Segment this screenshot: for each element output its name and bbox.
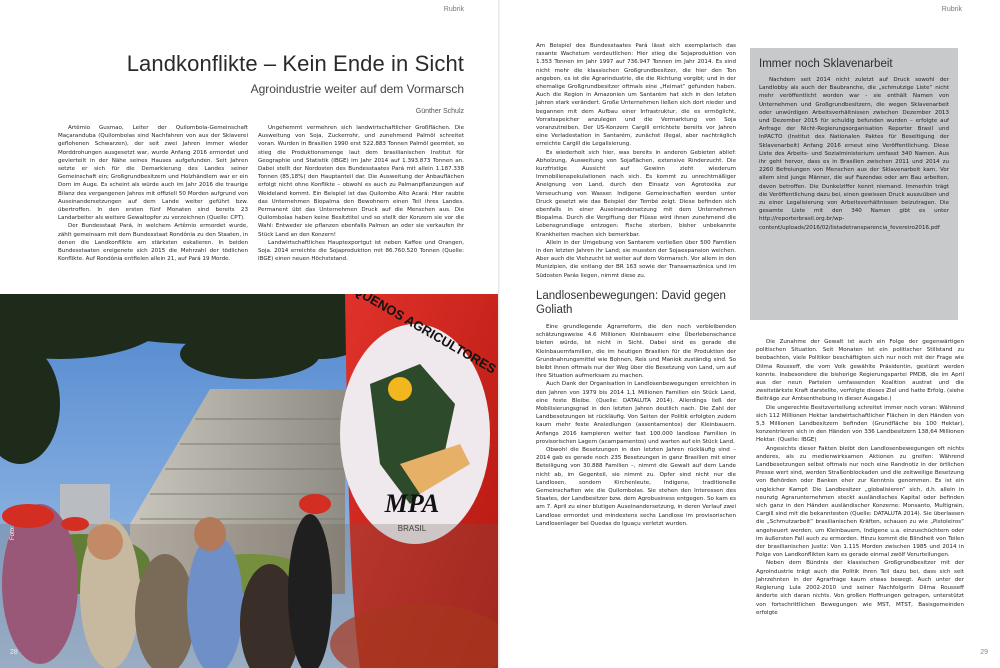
paragraph: Am Beispiel des Bundesstaates Pará lässt sich exemplarisch das rasante Wachstum verdeutlichen: Hier stieg die Sojaproduktion von 1.353 Tonnen im Jahr 1997 auf 736.947 Tonnen im Jahr 2014. Es sind nicht mehr die klassischen Großgrundbesitzer, die hier den Ton angeben, es ist die Agrarindustrie, die die Richtung vorgibt; und in der ehemalige Großgrundbesitzer oftmals eine „Heimat“ gefunden haben. Auch die Region in Amazonien um Santarém hat sich in den letzten Jahren stark verändert. Große Unternehmen ließen sich dort nieder und begannen mit dem Aufbau einer Infrastruktur, die es ermöglicht, Vorratsspeicher anzulegen und die Vermarktung von Soja voranzutreiben. Der US-Konzern Cargill errichtete bereits vor Jahren eine Verladestation in Santarém, zunächst illegal, aber nachträglich erreichte Cargill die Legalisierung. (536, 43, 736, 148)
flag-logo-mpa: MPA (384, 489, 440, 518)
rubrik-label: Rubrik (443, 6, 464, 13)
paragraph: Es wiederholt sich hier, was bereits in anderen Gebieten ablief: Abholzung, Ausweitung von Sojaflächen, extensive Rinderzucht. Die kurzfristige Aussicht auf Gewinn zieht wiederum Immobilienspekulationen nach sich. Es kommt zu unrechtmäßiger Aneignung von Land, durch den Einsatz von Agrotoxika zur Verseuchung von Wasser. Indigene Gemeinschaften werden unter Druck gesetzt wie das Beispiel der Tembé zeigt. Diese befinden sich ebenfalls in einer Auseinandersetzung mit dem Unternehmen Biopalma. Durch die Vergiftung der Flüsse wird ihnen zunehmend die Lebensgrundlage entzogen: Fische sterben, bisher unbekannte Krankheiten machen sich bemerkbar. (536, 149, 736, 238)
section-heading: Landlosenbewegungen: David gegen Goliath (536, 289, 726, 316)
protest-photo (0, 294, 500, 668)
paragraph: Obwohl die Besetzungen in den letzten Jahren rückläufig sind – 2014 gab es gerade noch 235 Besetzungen in ganz Brasilien mit einer Beteiligung von 30.888 Familien –, nimmt die Gewalt auf dem Lande nicht ab, im Gegenteil, sie nimmt zu. Opfer sind nicht nur die Landlosen, sondern Kirchenleute, Indigene, traditionelle Gemeinschaften wie die Quilombolas. Sie stehen den Interessen des Staates, der Landbesitzer bzw. dem Agrobusiness entgegen. So kam es am 7. April zu einer blutigen Auseinandersetzung, in deren Verlauf zwei Landlose ermordet und mindestens sechs Landlose im provisorischen Landlosenlager bei Quedas do Iguaçu verletzt wurden. (536, 446, 736, 527)
text-column-4 (756, 338, 964, 617)
paragraph: Ungehemmt vermehren sich landwirtschaftlicher Großflächen. Die Ausweitung von Soja, Zuckerrohr, und zunehmend Palmöl schreitet voran. Wurden in Brasilien 1990 erst 522.883 Tonnen Palmöl geerntet, so stieg die Produktionsmenge laut dem brasilianischen Institut für Geographie und Statistik (IBGE) im Jahr 2014 auf 1.393.873 Tonnen an. Dabei stellt der Nordosten des Bundesstaates Pará mit allein 1.187.338 Tonnen (85,18%) den Hauptanteil dar. Die Ausweitung der Anbauflächen erfolgt nicht ohne Konflikte – obwohl es auch zu Palmanpflanzungen auf Weideland kommt. Ein Beispiel ist das Quilombo Alto Acará: Hier raubte das Unternehmen Biopalma den Bewohnern einen Teil ihres Landes. Permanent übt das Unternehmen Druck auf die Menschen aus. Die Quilombolas haben keine Besitztitel und so stellt der Konzern sie vor die Wahl: Entweder sie pflanzen ebenfalls Palmen an oder sie verkaufen ihr Stück Land an den Konzern! (258, 125, 464, 238)
paragraph: Der Bundesstaat Pará, in welchem Artêmio ermordet wurde, zählt gemeinsam mit dem Bundesstaat Rondônia zu den Staaten, in denen die Landkonflikte am stärksten eskalieren. In beiden Bundesstaaten ereigenete sich 2015 die Mehrzahl der tödlichen Konflikte. Auf Rondônia entfielen allein 21, auf Pará 19 Morde. (58, 223, 248, 263)
paragraph: Auch Dank der Organisation in Landlosenbewegungen erreichten in den Jahren von 1979 bis 2014 1,1 Millionen Familien ein Stück Land, eine feste Bleibe. (Quelle: DATALUTA 2014). Allerdings ließ der Mobilisierungsgrad in den letzten Jahren deutlich nach. Die Zahl der Landbesetzungen ist rückläufig. Von Seiten der Politik erfolgten zudem kaum mehr feste Ansiedlungen (assentamentos) der Kleinbauern. Anfangs 2016 kampieren weiter fast 100.000 landlose Familien in provisorischen Lagern (acampamentos) und warten auf ein Stück Land. (536, 381, 736, 445)
flag-text-brasil: BRASIL (397, 524, 427, 533)
author-name: Günther Schulz (415, 108, 464, 115)
flag-text-agricultores: AGRICULTORES (402, 312, 499, 377)
page-number-left: 28 (10, 649, 18, 656)
paragraph: Landwirtschaftliches Hauptexportgut ist neben Kaffee und Orangen, Soja. 2014 erreichte die Sojaproduktion mit 86.760.520 Tonnen (Quelle: IBGE) einen neuen Höchststand. (258, 239, 464, 263)
paragraph: Eine grundlegende Agrarreform, die den noch verbleibenden schätzungsweise 4.6 Millionen Kleinbauern eine Überlebenschance bieten würde, ist nicht in Sicht. Dabei sind es gerade die Kleinbauernfamilien, die im heutigen Brasilien für die Produktion der Grundnahrungsmittel wie Bohnen, Reis und Maniok zuständig sind. So bleibt ihnen oftmals nur der Weg über die Besetzung von Land, um auf ihre Situation aufmerksam zu machen. (536, 323, 736, 380)
text-column-2 (258, 124, 464, 263)
paragraph: Angesichts dieser Fakten bleibt den Landlosenbewegungen oft nichts anderes, als zu medienwirksamen Aktionen zu greifen: Während Landbesetzungen selbst oftmals nur noch eine Randnotiz in der örtlichen Presse wert sind, werden Straßenblockaden und die zeitweilige Besetzung von Behörden oder Banken eher zur Kenntnis genommen. Es ist ein ungleicher Kampf: Die Landbesitzer „globalisieren“ sich, d.h. allein in neunzig Agrarunternehmen steckt ausländisches Kapital oder befinden sich ganz in den Händen ausländischer Konzerne: Monsanto, Multigrain, Cargill sind mit die bekanntesten (Quelle: DATALUTA 2014). Sie überlassen die „Schmutzarbeit“ brasilianischen Kräften, schauen zu wie „Pistoleiros“ angeheuert werden, um Kleinbauern, Indigene u.a. einzuschüchtern oder im äußersten Fall auch zu ermorden. Hinzu kommt die Blindheit von Teilen der brasilianischen Justiz: Von 1.115 Morden zwischen 1985 und 2014 in Folge von Landkonflikten kam es gerade einmal zwölf Verurteilungen. (756, 445, 964, 559)
article-subtitle: Agroindustrie weiter auf dem Vormarsch (250, 82, 464, 96)
paragraph: Die ungerechte Besitzverteilung schreitet immer noch voran: Während sich 112 Millionen Hektar landwirtschaftlicher Flächen in den Händen von 5,3 Millionen Landbesitzern befinden (Grundfläche bis 100 Hektar), konzentrieren sich in den Händen von 336 Landbesitzern 138,64 Millionen Hektar. (Quelle: IBGE) (756, 404, 964, 444)
paragraph: Neben dem Bündnis der klassischen Großgrundbesitzer mit der Agroindustrie trägt auch die Politik ihren Teil dazu bei, dass sich seit Jahrzehnten in der Agrarfrage kaum etwas bewegt. Auch unter der Regierung Lula 2002-2010 und seiner Nachfolgerin Dilma Rousseff änderte sich daran nichts. Von großen Hoffnungen getragen, unterstützt von fortschrittlichen Bewegungen wie MST, MTST, Basisgemeinden erfolgte (756, 560, 964, 616)
text-column-1 (58, 124, 248, 263)
text-column-3 (536, 42, 736, 528)
article-title: Landkonflikte – Kein Ende in Sicht (126, 51, 464, 76)
sidebar-box-title: Immer noch Sklavenarbeit (759, 58, 893, 70)
sidebar-box (750, 48, 958, 320)
paragraph: Allein in der Umgebung von Santarem verließen über 500 Familien in den letzten Jahren ihr Land; sie mussten der Sojaexpansion weichen. Aber auch die Viehzucht ist weiter auf dem Vormarsch. Vor allem in den Munizipien, die entlang der BR 163 sowie der Transamazônica und im Südosten Parás liegen, nimmt diese zu. (536, 239, 736, 279)
photo-credit: Foto: (10, 526, 16, 540)
paragraph: Nachdem seit 2014 nicht zuletzt auf Druck sowohl der Landlobby als auch der Baubranche, die „schmutzige Liste“ nicht mehr veröffentlicht worden war - sie enthält Namen von Unternehmen und Großgrundbesitzern, die wegen Sklavenarbeit oder unwürdigen Arbeitsverhältnissen zwischen Dezember 2013 und Dezember 2015 für schuldig befunden wurden – erfolgte auf Anfrage der Nicht-Regierungsorganisation Reporter Brasil und InPACTO (Institut des Nationalen Paktes für Beseitigung der Sklavenarbeit) Anfang 2016 erneut eine Veröffentlichung. Diese Liste des Arbeits- und Sozialministerium umfasst 340 Namen. Aus ihr geht hervor, dass es in Brasilien zwischen 2011 und 2014 zu 2260 Befreiungen von Menschen aus der Sklavenarbeit kam. Vor allem sind junge Männer, die auf Fazendas oder am Bau arbeiten, davon betroffen. Die Dunkelziffer kennt niemand. Immerhin trägt die Veröffentlichung dazu bei, einen gewissen Druck auszuüben und zu einer Legalisierung von Arbeitsverhältnissen beizutragen. Die gesamte Liste mit den 340 Namen gibt es unter http://reporterbrasil.org.br/wp-content/uploads/2016/02/listadetransparencia_fevereiro2016.pdf (759, 77, 949, 231)
rubrik-label: Rubrik (941, 6, 962, 13)
sidebar-box-text (759, 76, 949, 232)
page-number-right: 29 (980, 649, 988, 656)
paragraph: Artêmio Gusmao, Leiter der Quilombola-Gemeinschaft Maçaranduba (Quilombolas sind Nachfahren von aus der Sklaverei geflohenen Schwarzen), der seit zwei Jahren immer wieder Morddrohungen ausgesetzt war, wurde Anfang 2016 ermordet und gevierteilt in der Nähe seines Hauses aufgefunden. Seit Jahren setzte er sich für die Demarkierung des Landes seiner Gemeinschaft ein; Großgrundbesitzern und Holzhändlern war er ein Dorn im Auge. Es scheint als würde auch im Jahr 2016 die traurige Bilanz des vergangenen Jahres mit offiziell 50 Morden aufgrund von Auseinandersetzungen auf dem Lande weiter geführt bzw. übertroffen. In den ersten fünf Monaten sind bereits 23 Landarbeiter als weitere Gewaltopfer zu verzeichnen (Quelle: CPT). (58, 125, 248, 222)
paragraph: Die Zunahme der Gewalt ist auch ein Folge der gegenwärtigen politischen Situation. Seit Monaten ist ein politischer Stillstand zu beobachten, viele Politiker beschäftigten sich nur noch mit der Frage wie Dilma Rousseff, die vom Volk gewählte Präsidentin, gestürzt werden konnte. Insbesondere die bisherige Regierungspartei PMDB, die im April aus der neun Parteien umfassenden Koalition austrat und die zweitstärkste Kraft darstellte, verfolgte dieses Ziel und hatte Erfolg. (siehe Beiträge zur Amtsenthebung in dieser Ausgabe.) (756, 339, 964, 403)
photo-illustration (0, 294, 500, 668)
